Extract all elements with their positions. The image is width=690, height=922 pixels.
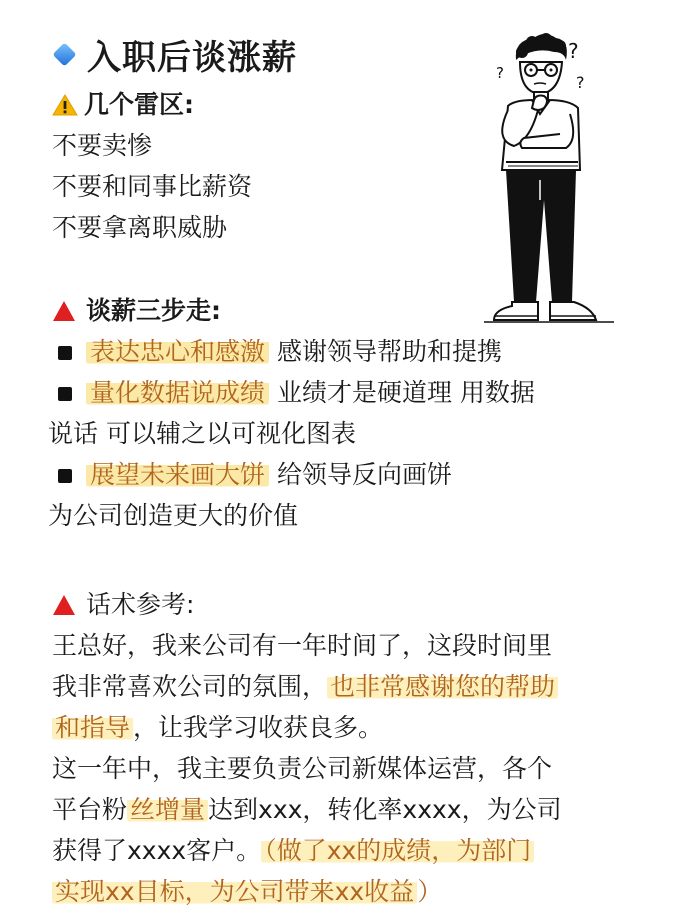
script-text: 达到xxx，转化率xxxx，为公司 xyxy=(208,795,562,824)
red-triangle-icon xyxy=(52,300,76,322)
list-item: 不要卖惨 xyxy=(52,131,153,160)
step-continuation: 说话 可以辅之以可视化图表 xyxy=(48,419,356,448)
question-mark-icon: ? xyxy=(568,39,579,63)
page-title-text: 入职后谈涨薪 xyxy=(87,38,297,78)
three-steps-heading-text: 谈薪三步走: xyxy=(86,296,221,325)
question-mark-icon: ? xyxy=(576,73,585,92)
red-triangle-icon xyxy=(52,594,76,616)
black-square-icon xyxy=(58,387,72,401)
script-line: 这一年中，我主要负责公司新媒体运营，各个 xyxy=(52,754,553,783)
list-item: 不要和同事比薪资 xyxy=(52,172,253,201)
minefields-section xyxy=(52,84,252,248)
script-line xyxy=(52,666,562,707)
step-text: 业绩才是硬道理 用数据 xyxy=(269,378,535,407)
step-item xyxy=(52,454,535,495)
three-steps-heading xyxy=(52,290,535,331)
step-continuation: 为公司创造更大的价值 xyxy=(48,501,299,530)
script-highlight: （做了xx的成绩，为部门 xyxy=(261,836,534,865)
script-highlight: 和指导 xyxy=(52,713,133,742)
script-text: 获得了xxxx客户。 xyxy=(52,836,262,865)
blue-diamond-icon xyxy=(52,42,76,66)
script-highlight: 实现xx目标，为公司带来xx收益 xyxy=(52,877,417,906)
step-item xyxy=(52,372,535,413)
script-line xyxy=(52,707,562,748)
script-text: ） xyxy=(417,877,443,906)
step-highlight: 量化数据说成绩 xyxy=(86,378,269,407)
step-text: 给领导反向画饼 xyxy=(269,460,452,489)
script-line xyxy=(52,871,562,912)
step-text: 感谢领导帮助和提携 xyxy=(269,337,502,366)
script-reference-section xyxy=(52,584,562,912)
thinking-person-illustration xyxy=(474,30,624,330)
warning-icon xyxy=(52,93,78,117)
script-reference-heading-text: 话术参考: xyxy=(86,590,195,619)
script-line: 王总好，我来公司有一年时间了，这段时间里 xyxy=(52,631,553,660)
script-line xyxy=(52,830,562,871)
minefields-heading-text: 几个雷区: xyxy=(84,90,194,119)
script-text: 我非常喜欢公司的氛围， xyxy=(52,672,328,701)
script-reference-heading xyxy=(52,584,562,625)
list-item: 不要拿离职威胁 xyxy=(52,213,228,242)
step-item xyxy=(52,331,535,372)
script-text: 平台粉 xyxy=(52,795,128,824)
step-highlight: 展望未来画大饼 xyxy=(86,460,269,489)
script-highlight: 丝增量 xyxy=(127,795,208,824)
script-line xyxy=(52,789,562,830)
script-text: ，让我学习收获良多。 xyxy=(133,713,384,742)
script-highlight: 也非常感谢您的帮助 xyxy=(327,672,558,701)
black-square-icon xyxy=(58,469,72,483)
minefields-heading xyxy=(52,84,252,125)
black-square-icon xyxy=(58,346,72,360)
three-steps-section xyxy=(48,290,535,536)
page-title xyxy=(56,30,297,79)
step-highlight: 表达忠心和感激 xyxy=(86,337,269,366)
question-mark-icon: ? xyxy=(496,64,504,82)
